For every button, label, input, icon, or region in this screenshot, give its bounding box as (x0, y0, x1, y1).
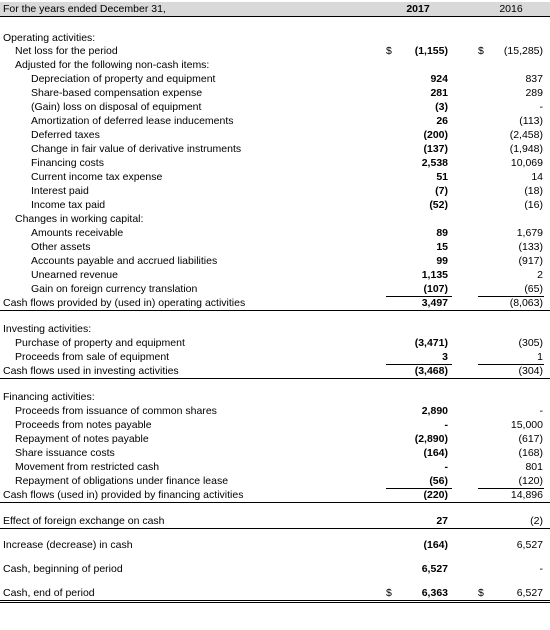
statement-row (0, 562, 550, 576)
row-label: Gain on foreign currency translation (31, 283, 198, 295)
statement-row (0, 350, 550, 364)
value-2017: (2,890) (414, 433, 448, 445)
statement-row (0, 514, 550, 528)
row-rule (0, 310, 550, 311)
row-rule (0, 528, 550, 529)
statement-row (0, 474, 550, 488)
row-label: Operating activities: (3, 32, 96, 44)
value-2017: - (444, 419, 448, 431)
value-2016: 801 (525, 461, 543, 473)
statement-row (0, 404, 550, 418)
value-2016: 14,896 (510, 489, 543, 501)
row-label: Other assets (31, 241, 91, 253)
value-2017: 26 (436, 115, 448, 127)
value-2016: 10,069 (510, 157, 543, 169)
value-2016: - (539, 405, 543, 417)
row-label: Financing activities: (3, 391, 95, 403)
row-label: Cash, end of period (3, 587, 95, 599)
statement-row (0, 212, 550, 226)
value-2016: (65) (524, 283, 543, 295)
row-label: (Gain) loss on disposal of equipment (31, 101, 202, 113)
statement-row (0, 296, 550, 310)
value-2017: 2,890 (421, 405, 448, 417)
value-2017: (164) (423, 539, 448, 551)
column-header-2017: 2017 (406, 3, 430, 15)
value-2016: - (539, 101, 543, 113)
period-label: For the years ended December 31, (3, 3, 166, 15)
row-label: Interest paid (31, 185, 89, 197)
statement-row (0, 184, 550, 198)
statement-row (0, 128, 550, 142)
value-2016: (617) (518, 433, 543, 445)
statement-row (0, 72, 550, 86)
value-2016: 6,527 (516, 539, 543, 551)
value-2017: (3,471) (414, 337, 448, 349)
value-2016: (8,063) (509, 297, 543, 309)
row-label: Deferred taxes (31, 129, 100, 141)
row-label: Effect of foreign exchange on cash (3, 515, 165, 527)
value-2016: (2) (530, 515, 543, 527)
value-2017: 281 (430, 87, 448, 99)
value-2016: (305) (518, 337, 543, 349)
statement-row (0, 336, 550, 350)
value-2017: 89 (436, 227, 448, 239)
value-2016: 14 (531, 171, 543, 183)
value-2016: (168) (518, 447, 543, 459)
row-rule (0, 378, 550, 379)
row-label: Repayment of obligations under finance lease (15, 475, 229, 487)
currency-symbol-2016: $ (478, 45, 484, 57)
value-2016: 289 (525, 87, 543, 99)
value-2016: (304) (518, 365, 543, 377)
value-2017: (3) (435, 101, 448, 113)
value-2017: 6,363 (421, 587, 448, 599)
row-label: Cash flows used in investing activities (3, 365, 179, 377)
value-2016: (1,948) (509, 143, 543, 155)
row-label: Changes in working capital: (15, 213, 144, 225)
statement-row (0, 226, 550, 240)
value-2017: 99 (436, 255, 448, 267)
row-rule (0, 502, 550, 503)
value-2016: (133) (518, 241, 543, 253)
value-2016: (15,285) (503, 45, 543, 57)
value-2016: (16) (524, 199, 543, 211)
statement-row (0, 488, 550, 502)
row-label: Adjusted for the following non-cash items: (15, 59, 210, 71)
value-2017: (56) (429, 475, 448, 487)
value-2016: 15,000 (510, 419, 543, 431)
value-2016: (113) (519, 115, 543, 127)
statement-row (0, 418, 550, 432)
statement-row (0, 114, 550, 128)
value-2017: (107) (423, 283, 448, 295)
row-label: Unearned revenue (31, 269, 118, 281)
row-label: Share-based compensation expense (31, 87, 203, 99)
row-label: Increase (decrease) in cash (3, 539, 133, 551)
row-label: Proceeds from issuance of common shares (15, 405, 217, 417)
value-2016: 1 (537, 351, 543, 363)
statement-row (0, 364, 550, 378)
value-2017: 6,527 (421, 563, 448, 575)
row-label: Depreciation of property and equipment (31, 73, 216, 85)
statement-row (0, 156, 550, 170)
statement-row (0, 446, 550, 460)
statement-row (0, 240, 550, 254)
statement-row (0, 44, 550, 58)
value-2016: - (539, 563, 543, 575)
row-label: Share issuance costs (15, 447, 115, 459)
currency-symbol-2017: $ (386, 587, 392, 599)
statement-row (0, 390, 550, 404)
statement-row (0, 198, 550, 212)
value-2017: (164) (423, 447, 448, 459)
statement-row (0, 254, 550, 268)
value-2016: (18) (524, 185, 543, 197)
statement-row (0, 432, 550, 446)
value-2017: 2,538 (421, 157, 448, 169)
currency-symbol-2016: $ (478, 587, 484, 599)
statement-row (0, 170, 550, 184)
value-2017: 3,497 (421, 297, 448, 309)
value-2017: 51 (436, 171, 448, 183)
value-2017: (3,468) (414, 365, 448, 377)
value-2016: 1,679 (516, 227, 543, 239)
value-2016: (917) (518, 255, 543, 267)
statement-row (0, 282, 550, 296)
value-2017: (137) (423, 143, 448, 155)
table-header (0, 2, 550, 17)
statement-row (0, 538, 550, 552)
statement-row (0, 58, 550, 72)
row-label: Proceeds from sale of equipment (15, 351, 170, 363)
currency-symbol-2017: $ (386, 45, 392, 57)
value-2017: 3 (442, 351, 448, 363)
row-label: Financing costs (31, 157, 104, 169)
row-label: Cash, beginning of period (3, 563, 123, 575)
row-label: Movement from restricted cash (15, 461, 160, 473)
statement-row (0, 460, 550, 474)
value-2016: 2 (537, 269, 543, 281)
value-2017: (220) (423, 489, 448, 501)
statement-row (0, 100, 550, 114)
value-2017: - (444, 461, 448, 473)
row-label: Accounts payable and accrued liabilities (31, 255, 218, 267)
value-2016: 837 (525, 73, 543, 85)
row-label: Purchase of property and equipment (15, 337, 185, 349)
row-label: Net loss for the period (15, 45, 118, 57)
statement-row (0, 86, 550, 100)
statement-row (0, 586, 550, 600)
value-2017: 924 (430, 73, 448, 85)
value-2016: (120) (518, 475, 543, 487)
row-label: Income tax paid (31, 199, 106, 211)
value-2017: (200) (423, 129, 448, 141)
row-label: Repayment of notes payable (15, 433, 149, 445)
row-label: Amortization of deferred lease inducements (31, 115, 234, 127)
value-2017: (7) (435, 185, 448, 197)
row-label: Investing activities: (3, 323, 92, 335)
row-label: Current income tax expense (31, 171, 163, 183)
row-rule (0, 600, 550, 603)
row-label: Proceeds from notes payable (15, 419, 152, 431)
value-2016: 6,527 (516, 587, 543, 599)
value-2016: (2,458) (509, 129, 543, 141)
row-label: Amounts receivable (31, 227, 124, 239)
statement-row (0, 322, 550, 336)
value-2017: (52) (429, 199, 448, 211)
statement-row (0, 31, 550, 45)
row-label: Change in fair value of derivative instruments (31, 143, 242, 155)
value-2017: (1,155) (414, 45, 448, 57)
value-2017: 1,135 (421, 269, 448, 281)
column-header-2016: 2016 (499, 3, 523, 15)
value-2017: 15 (436, 241, 448, 253)
statement-row (0, 142, 550, 156)
row-label: Cash flows provided by (used in) operating activities (3, 297, 246, 309)
statement-row (0, 268, 550, 282)
value-2017: 27 (436, 515, 448, 527)
row-label: Cash flows (used in) provided by financing activities (3, 489, 244, 501)
